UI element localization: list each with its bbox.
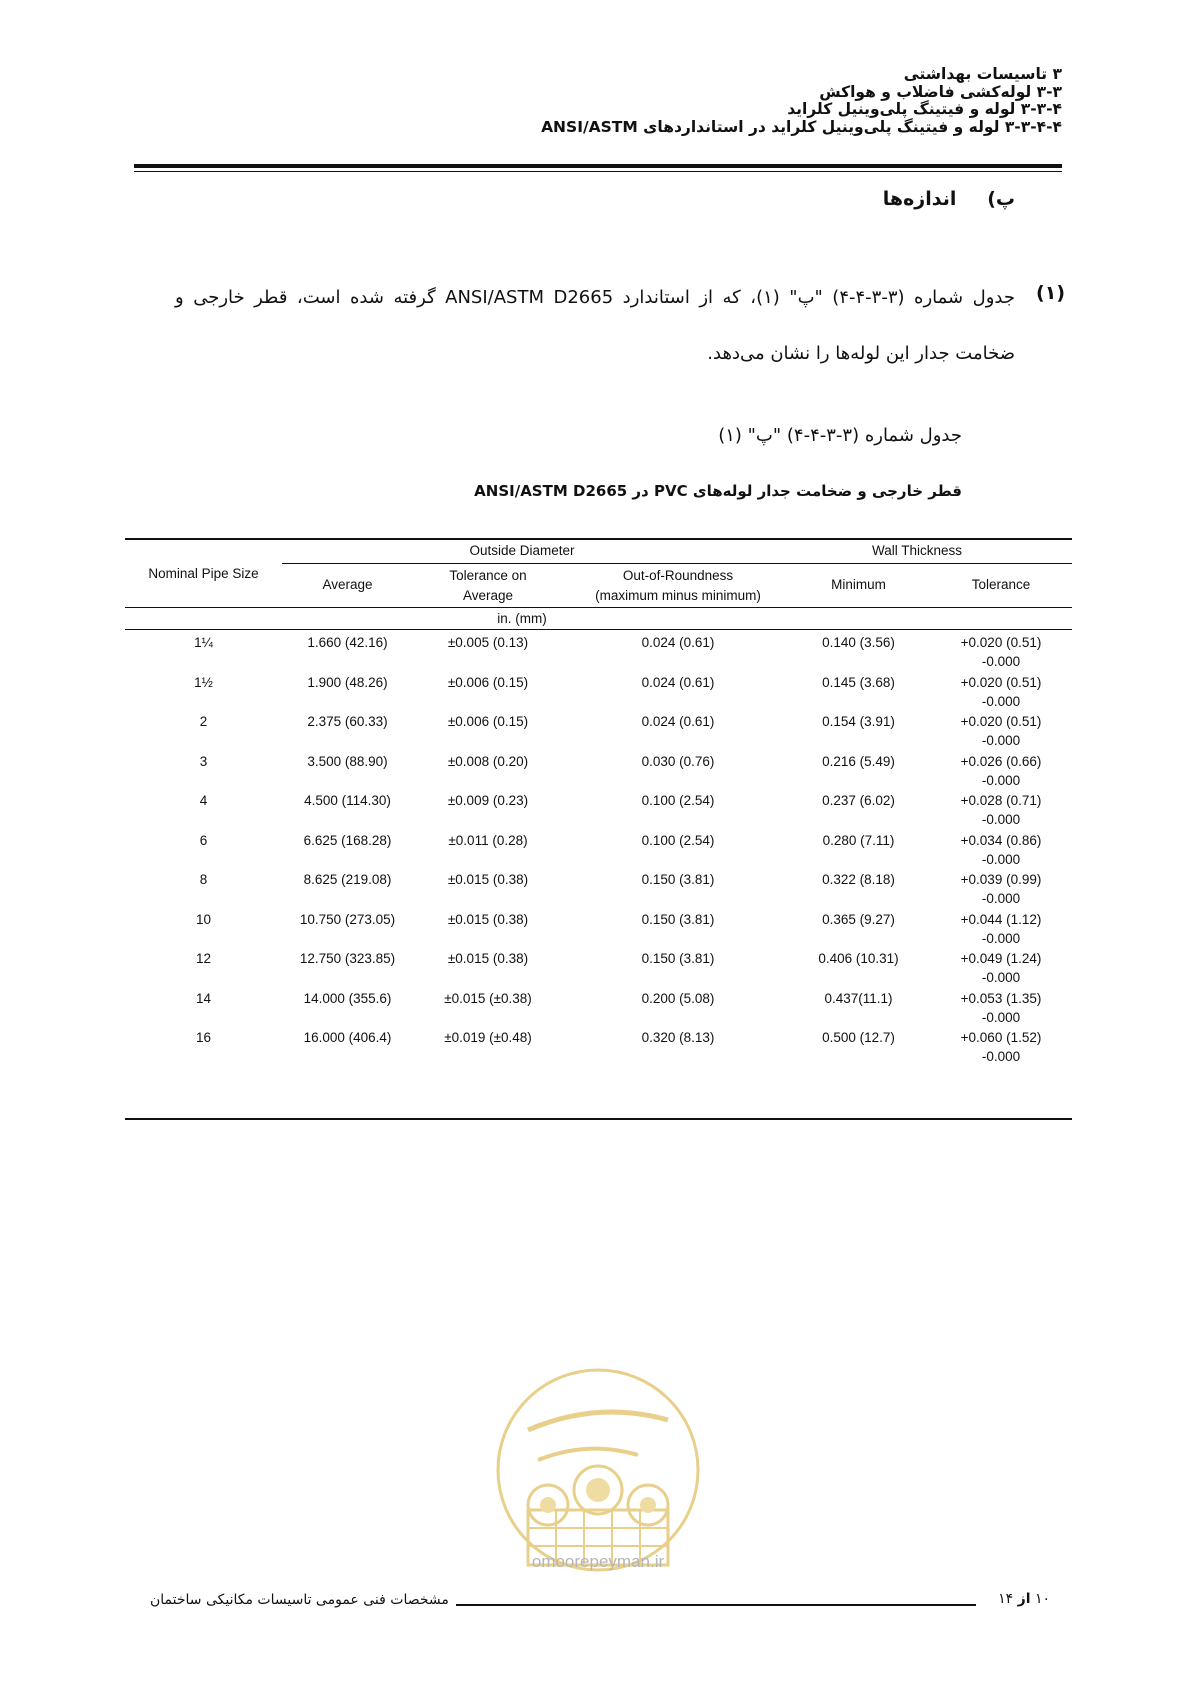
cell-average: 1.900 (48.26) (307, 674, 388, 690)
cell-tolerance-average: ±0.019 (±0.48) (444, 1030, 532, 1045)
cell-tolerance-average: ±0.011 (0.28) (448, 832, 528, 848)
cell-nominal-size: 1¼ (194, 635, 213, 650)
footer-page-number (998, 1591, 1050, 1607)
footer-rule (456, 1604, 976, 1606)
col-header-oor-line2: (maximum minus minimum) (595, 588, 761, 603)
cell-nominal-size: 12 (195, 951, 212, 966)
cell-average: 10.750 (273.05) (299, 911, 396, 927)
cell-average: 6.625 (168.28) (303, 832, 392, 848)
cell-wall-tolerance: +0.049 (1.24) (960, 951, 1042, 966)
cell-wall-tolerance-negative: -0.000 (981, 772, 1021, 788)
cell-out-of-roundness: 0.150 (3.81) (641, 872, 715, 887)
cell-wall-tolerance: +0.060 (1.52) (960, 1030, 1042, 1045)
cell-wall-tolerance-negative: -0.000 (981, 1009, 1021, 1025)
cell-tolerance-average: ±0.006 (0.15) (447, 674, 529, 690)
col-group-outside-diameter: Outside Diameter (469, 543, 575, 558)
cell-average: 12.750 (323.85) (299, 951, 396, 966)
section-letter: پ) (987, 188, 1015, 210)
cell-out-of-roundness: 0.100 (2.54) (641, 832, 715, 848)
cell-out-of-roundness: 0.024 (0.61) (641, 635, 715, 650)
header-line-4: ۳-۳-۴-۴ لوله و فیتینگ پلی‌وینیل کلراید در استانداردهای ANSI/ASTM (541, 117, 1062, 136)
cell-tolerance-average: ±0.015 (0.38) (447, 911, 529, 927)
cell-average: 14.000 (355.6) (303, 990, 392, 1006)
units-bottom-rule (125, 629, 1072, 630)
cell-wall-minimum: 0.406 (10.31) (818, 951, 899, 966)
cell-wall-minimum: 0.145 (3.68) (822, 674, 895, 690)
footer-total: ۱۴ (998, 1591, 1014, 1607)
cell-nominal-size: 3 (199, 753, 208, 769)
cell-nominal-size: 14 (195, 990, 212, 1006)
cell-wall-tolerance-negative: -0.000 (981, 654, 1021, 669)
cell-wall-tolerance-negative: -0.000 (981, 733, 1021, 748)
cell-wall-tolerance-negative: -0.000 (981, 891, 1021, 906)
cell-nominal-size: 2 (199, 714, 208, 729)
cell-wall-tolerance: +0.020 (0.51) (960, 635, 1042, 650)
cell-wall-minimum: 0.322 (8.18) (822, 872, 895, 887)
cell-tolerance-average: ±0.006 (0.15) (447, 714, 529, 729)
cell-wall-tolerance-negative: -0.000 (981, 1049, 1021, 1064)
cell-wall-minimum: 0.237 (6.02) (822, 793, 895, 808)
cell-nominal-size: 8 (199, 872, 208, 887)
cell-wall-tolerance: +0.039 (0.99) (960, 872, 1042, 887)
cell-tolerance-average: ±0.008 (0.20) (447, 753, 529, 769)
od-group-rule (282, 563, 919, 564)
cell-out-of-roundness: 0.150 (3.81) (641, 911, 715, 927)
cell-tolerance-average: ±0.015 (0.38) (447, 872, 529, 887)
cell-average: 2.375 (60.33) (307, 714, 388, 729)
cell-tolerance-average: ±0.009 (0.23) (447, 793, 529, 808)
cell-tolerance-average: ±0.015 (0.38) (447, 951, 529, 966)
cell-wall-minimum: 0.500 (12.7) (822, 1030, 895, 1045)
page-header (122, 66, 1062, 136)
cell-wall-tolerance: +0.034 (0.86) (960, 832, 1042, 848)
cell-tolerance-average: ±0.015 (±0.38) (444, 990, 532, 1006)
cell-wall-tolerance-negative: -0.000 (981, 851, 1021, 867)
cell-average: 16.000 (406.4) (303, 1030, 392, 1045)
header-line-1: ۳ تاسیسات بهداشتی (903, 65, 1062, 83)
cell-out-of-roundness: 0.024 (0.61) (641, 674, 715, 690)
watermark-caption: omoorepeyman.ir (531, 1552, 665, 1571)
cell-out-of-roundness: 0.100 (2.54) (641, 793, 715, 808)
cell-nominal-size: 1½ (194, 674, 213, 690)
section-title (883, 188, 1015, 210)
cell-wall-tolerance: +0.020 (0.51) (960, 714, 1042, 729)
cell-average: 1.660 (42.16) (307, 635, 388, 650)
col-header-average: Average (322, 577, 373, 592)
cell-average: 3.500 (88.90) (307, 753, 388, 769)
header-line-2: ۳-۳ لوله‌کشی فاضلاب و هواکش (819, 82, 1062, 101)
cell-out-of-roundness: 0.320 (8.13) (641, 1030, 715, 1045)
table-title: قطر خارجی و ضخامت جدار لوله‌های PVC در ANSI/ASTM D2665 (474, 482, 962, 500)
cell-nominal-size: 16 (195, 1030, 212, 1045)
col-header-tolerance-avg-line2: Average (462, 588, 514, 603)
cell-tolerance-average: ±0.005 (0.13) (447, 635, 529, 650)
cell-wall-minimum: 0.154 (3.91) (822, 714, 895, 729)
cell-wall-tolerance-negative: -0.000 (981, 930, 1021, 946)
header-rule-thin (134, 171, 1062, 172)
col-header-nominal: Nominal Pipe Size (148, 566, 259, 581)
cell-wall-minimum: 0.280 (7.11) (822, 832, 895, 848)
cell-nominal-size: 10 (195, 911, 212, 927)
cell-out-of-roundness: 0.024 (0.61) (641, 714, 715, 729)
col-header-minimum: Minimum (831, 577, 886, 592)
cell-nominal-size: 4 (199, 793, 208, 808)
cell-average: 4.500 (114.30) (304, 793, 391, 808)
wt-group-rule (919, 563, 1072, 564)
cell-out-of-roundness: 0.030 (0.76) (641, 753, 715, 769)
paragraph-number: (۱) (1036, 282, 1065, 304)
footer-page: ۱۰ (1034, 1591, 1050, 1607)
units-label: in. (mm) (497, 611, 547, 626)
paragraph-text: جدول شماره (۳-۳-۴-۴) "پ" (۱)، که از استاندارد ANSI/ASTM D2665 گرفته شده است، قطر خارجی و ضخامت جدار این لوله‌ها را نشان می‌دهد. (175, 287, 1015, 364)
cell-wall-tolerance: +0.028 (0.71) (960, 793, 1042, 808)
cell-average: 8.625 (219.08) (303, 872, 392, 887)
cell-wall-tolerance-negative: -0.000 (981, 693, 1021, 709)
col-header-oor-line1: Out-of-Roundness (622, 568, 734, 583)
table-bottom-rule (125, 1118, 1072, 1120)
table-reference: جدول شماره (۳-۳-۴-۴) "پ" (۱) (718, 425, 962, 446)
col-group-wall-thickness: Wall Thickness (871, 543, 963, 558)
cell-wall-tolerance: +0.044 (1.12) (960, 911, 1042, 927)
footer-document-title: مشخصات فنی عمومی تاسیسات مکانیکی ساختمان (150, 1592, 449, 1608)
section-title-text: اندازه‌ها (882, 188, 957, 210)
header-line-3: ۳-۳-۴ لوله و فیتینگ پلی‌وینیل کلراید (787, 100, 1062, 118)
cell-wall-tolerance-negative: -0.000 (981, 970, 1021, 985)
cell-wall-tolerance: +0.020 (0.51) (960, 674, 1042, 690)
cell-wall-minimum: 0.437(11.1) (824, 990, 893, 1006)
col-header-tolerance-avg-line1: Tolerance on (449, 568, 527, 583)
col-header-tolerance: Tolerance (971, 577, 1031, 592)
cell-nominal-size: 6 (199, 832, 208, 848)
cell-wall-tolerance-negative: -0.000 (981, 812, 1021, 827)
cell-wall-tolerance: +0.026 (0.66) (960, 753, 1042, 769)
cell-wall-minimum: 0.365 (9.27) (822, 911, 895, 927)
cell-wall-tolerance: +0.053 (1.35) (960, 990, 1042, 1006)
cell-wall-minimum: 0.216 (5.49) (822, 753, 895, 769)
cell-wall-minimum: 0.140 (3.56) (822, 635, 895, 650)
cell-out-of-roundness: 0.150 (3.81) (641, 951, 715, 966)
cell-out-of-roundness: 0.200 (5.08) (641, 990, 715, 1006)
header-rule-thick (134, 164, 1062, 168)
footer-of: از (1017, 1591, 1031, 1607)
